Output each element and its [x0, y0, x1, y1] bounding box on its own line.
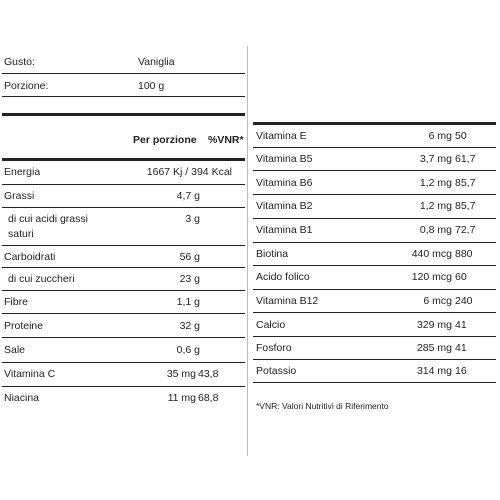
vnr-header: %VNR* [208, 134, 244, 146]
nutrient-vnr: 43,8 [198, 368, 219, 380]
nutrient-label: Calcio [256, 319, 286, 331]
nutrient-label: Carboidrati [4, 251, 56, 263]
nutrient-vnr: 85,7 [455, 177, 476, 189]
nutrient-sublabel: di cui acidi grassi [8, 213, 88, 225]
divider [2, 362, 245, 363]
nutrient-vnr: 880 [455, 248, 473, 260]
nutrient-vnr: 61,7 [455, 153, 476, 165]
per-portion-header: Per porzione [133, 134, 197, 146]
divider [2, 290, 245, 291]
nutrient-value: 23 g [179, 273, 200, 285]
flavor-label: Gusto: [4, 56, 35, 68]
nutrient-value: 120 mcg [411, 271, 452, 283]
nutrient-value: 285 mg [416, 342, 452, 354]
nutrient-value: 329 mg [416, 319, 452, 331]
nutrient-value: 35 mg [166, 368, 196, 380]
divider [2, 313, 245, 314]
divider [2, 245, 245, 246]
nutrient-vnr: 41 [455, 319, 467, 331]
serving-label: Porzione: [4, 80, 49, 92]
nutrient-value: 4,7 g [176, 190, 200, 202]
divider [253, 336, 496, 337]
divider [253, 382, 496, 383]
nutrient-vnr: 240 [455, 295, 473, 307]
divider [2, 267, 245, 268]
thick-divider [2, 113, 245, 116]
nutrient-value: 1,2 mg [419, 200, 452, 212]
divider [2, 386, 245, 387]
nutrient-label: Fibre [4, 296, 28, 308]
nutrient-label: Potassio [256, 365, 297, 377]
nutrient-label: Vitamina B2 [256, 200, 313, 212]
divider [2, 207, 245, 208]
divider [2, 73, 245, 74]
thick-divider [2, 158, 245, 161]
nutrient-value: 1,1 g [176, 296, 200, 308]
nutrient-value: 56 g [179, 251, 200, 263]
nutrient-value: 3 g [185, 213, 200, 225]
divider [253, 359, 496, 360]
divider [2, 96, 245, 97]
nutrient-label: Energia [4, 166, 41, 178]
footnote: *VNR: Valori Nutritivi di Riferimento [256, 401, 389, 411]
serving-value: 100 g [138, 80, 165, 92]
nutrient-value: 314 mg [416, 365, 452, 377]
nutrient-value: 32 g [179, 320, 200, 332]
nutrient-value: 3,7 mg [419, 153, 452, 165]
nutrient-label: Proteine [4, 320, 44, 332]
divider [253, 218, 496, 219]
nutrient-value: 6 mg [428, 130, 452, 142]
nutrient-vnr: 41 [455, 342, 467, 354]
nutrient-value: 440 mcg [411, 248, 452, 260]
divider [253, 242, 496, 243]
divider [253, 312, 496, 313]
nutrient-vnr: 85,7 [455, 200, 476, 212]
thick-divider [253, 122, 496, 125]
divider [2, 184, 245, 185]
nutrient-label: Vitamina E [256, 130, 307, 142]
nutrient-sublabel-cont: saturi [8, 228, 34, 240]
nutrient-value: 6 mcg [423, 295, 452, 307]
nutrient-label: Vitamina B6 [256, 177, 313, 189]
nutrient-vnr: 68,8 [198, 392, 219, 404]
nutrient-label: Biotina [256, 248, 289, 260]
nutrient-value: 0,8 mg [419, 224, 452, 236]
nutrient-value: 1667 Kj / 394 Kcal [146, 166, 232, 178]
divider [253, 289, 496, 290]
nutrient-sublabel: di cui zuccheri [8, 273, 75, 285]
flavor-value: Vaniglia [138, 56, 175, 68]
nutrient-label: Sale [4, 344, 26, 356]
column-divider [247, 46, 248, 456]
nutrient-value: 1,2 mg [419, 177, 452, 189]
nutrient-label: Vitamina B5 [256, 153, 313, 165]
nutrient-label: Niacina [4, 392, 40, 404]
divider [253, 265, 496, 266]
divider [253, 194, 496, 195]
nutrient-label: Vitamina B12 [256, 295, 319, 307]
nutrient-value: 11 mg [167, 392, 196, 404]
nutrient-label: Fosforo [256, 342, 292, 354]
nutrient-vnr: 16 [455, 365, 467, 377]
nutrient-label: Grassi [4, 190, 35, 202]
nutrient-label: Vitamina C [4, 368, 56, 380]
nutrient-vnr: 60 [455, 271, 467, 283]
nutrient-value: 0,6 g [176, 344, 200, 356]
nutrient-label: Acido folico [256, 271, 310, 283]
divider [253, 170, 496, 171]
divider [253, 147, 496, 148]
nutrient-label: Vitamina B1 [256, 224, 313, 236]
nutrient-vnr: 72,7 [455, 224, 476, 236]
divider [2, 337, 245, 338]
nutrient-vnr: 50 [455, 130, 467, 142]
